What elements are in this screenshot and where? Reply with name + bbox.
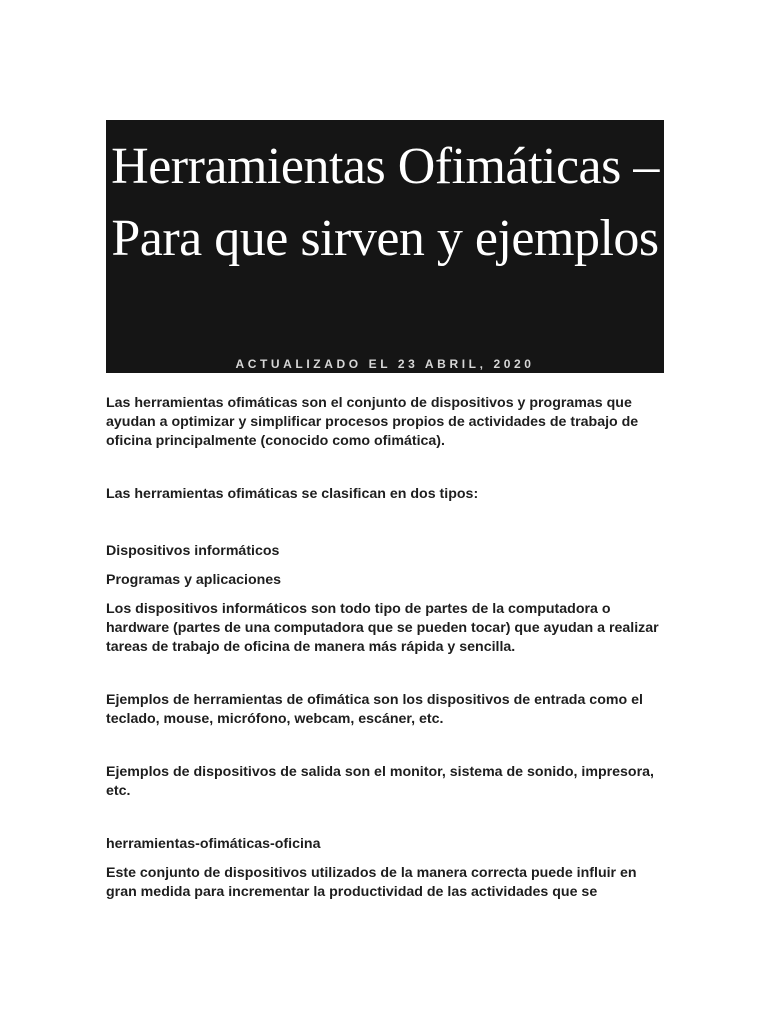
image-caption: herramientas-ofimáticas-oficina: [106, 836, 321, 852]
output-devices-examples: Ejemplos de dispositivos de salida son el monitor, sistema de sonido, impresora, etc.: [106, 764, 654, 799]
devices-description: Los dispositivos informáticos son todo tipo de partes de la computadora o hardware (partes de una computadora que se pueden tocar) que ayudan a realizar tareas de trabajo de oficina de manera más rápida y sencilla.: [106, 601, 659, 655]
input-devices-examples: Ejemplos de herramientas de ofimática son los dispositivos de entrada como el teclado, mouse, micrófono, webcam, escáner, etc.: [106, 692, 643, 727]
updated-date: ACTUALIZADO EL 23 ABRIL, 2020: [235, 357, 535, 371]
type-programs: Programas y aplicaciones: [106, 572, 282, 588]
type-devices: Dispositivos informáticos: [106, 543, 280, 559]
article-body: [106, 394, 666, 902]
article-title: Herramientas Ofimáticas – Para que sirven y ejemplos: [111, 138, 659, 267]
header-banner: [106, 120, 664, 373]
intro-paragraph: Las herramientas ofimáticas son el conjunto de dispositivos y programas que ayudan a optimizar y simplificar procesos propios de actividades de trabajo de oficina principalmente (conocido como ofimática).: [106, 395, 639, 449]
productivity-paragraph: Este conjunto de dispositivos utilizados de la manera correcta puede influir en gran medida para incrementar la productividad de las actividades que se: [106, 865, 637, 900]
classification-paragraph: Las herramientas ofimáticas se clasifican en dos tipos:: [106, 486, 479, 502]
